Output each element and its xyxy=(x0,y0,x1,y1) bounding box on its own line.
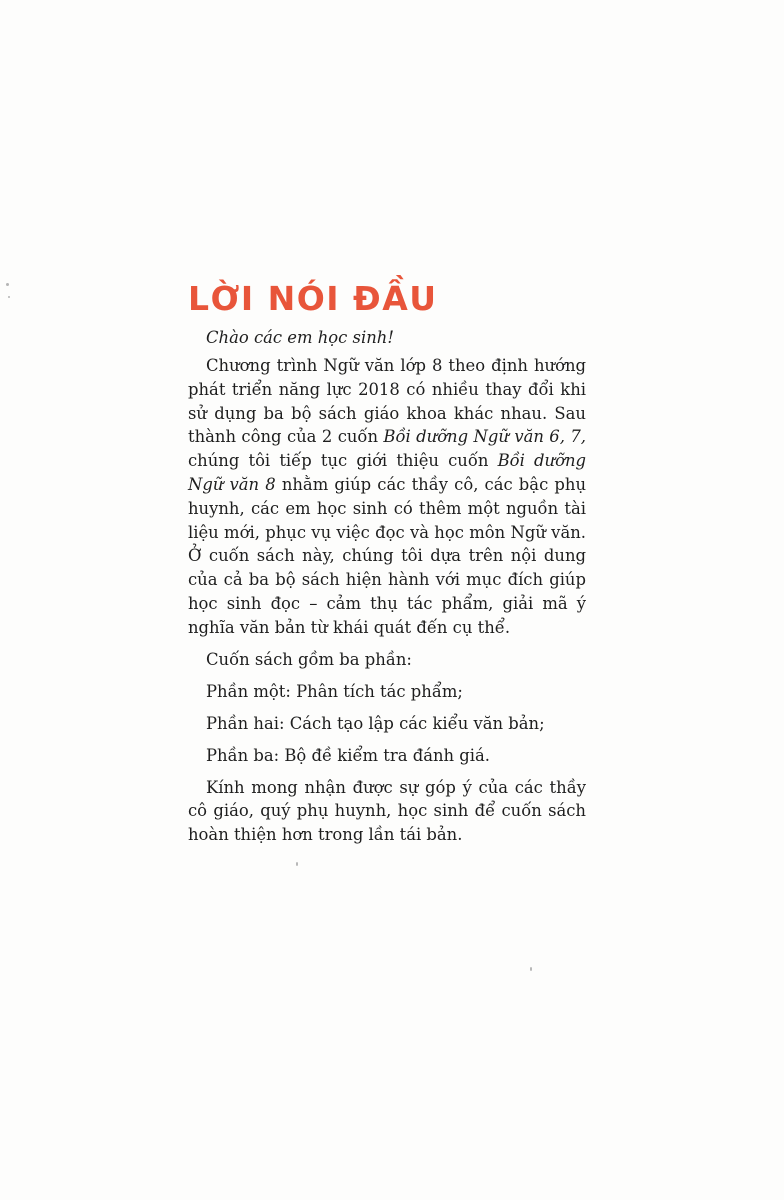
intro-text-1: Chương trình Ngữ văn lớp 8 theo định hướng phát triển năng lực 2018 có nhiều thay đổi khi sử dụng ba bộ sách giáo khoa khác nhau. Sau thành công của 2 cuốn xyxy=(188,356,586,447)
intro-paragraph xyxy=(188,354,586,640)
greeting: Chào các em học sinh! xyxy=(206,328,394,347)
book-title-current: Bồi dưỡng Ngữ văn 8 xyxy=(188,451,586,494)
preface-section xyxy=(188,278,586,847)
intro-text-3: nhằm giúp các thầy cô, các bậc phụ huynh, các em học sinh có thêm một nguồn tài liệu mới, phục vụ việc đọc và học môn Ngữ văn. Ở cuốn sách này, chúng tôi dựa trên nội dung của cả ba bộ sách hiện hành với mục đích giúp học sinh đọc – cảm thụ tác phẩm, giải mã ý nghĩa văn bản từ khái quát đến cụ thể. xyxy=(188,474,586,637)
scan-speck xyxy=(8,296,10,298)
intro-text-2: chúng tôi tiếp tục giới thiệu cuốn xyxy=(188,451,498,471)
scan-speck xyxy=(6,283,9,286)
structure-intro: Cuốn sách gồm ba phần: xyxy=(206,649,412,669)
page-title: LỜI NÓI ĐẦU xyxy=(188,279,438,318)
scan-speck xyxy=(530,967,532,971)
part-item: Phần ba: Bộ đề kiểm tra đánh giá. xyxy=(206,745,491,765)
part-item: Phần một: Phân tích tác phẩm; xyxy=(206,681,463,701)
scan-speck xyxy=(296,862,298,866)
closing-paragraph: Kính mong nhận được sự góp ý của các thầy cô giáo, quý phụ huynh, học sinh để cuốn sách hoàn thiện hơn trong lần tái bản. xyxy=(188,777,586,845)
part-item: Phần hai: Cách tạo lập các kiểu văn bản; xyxy=(206,713,545,733)
book-title-previous: Bồi dưỡng Ngữ văn 6, 7, xyxy=(383,427,586,447)
